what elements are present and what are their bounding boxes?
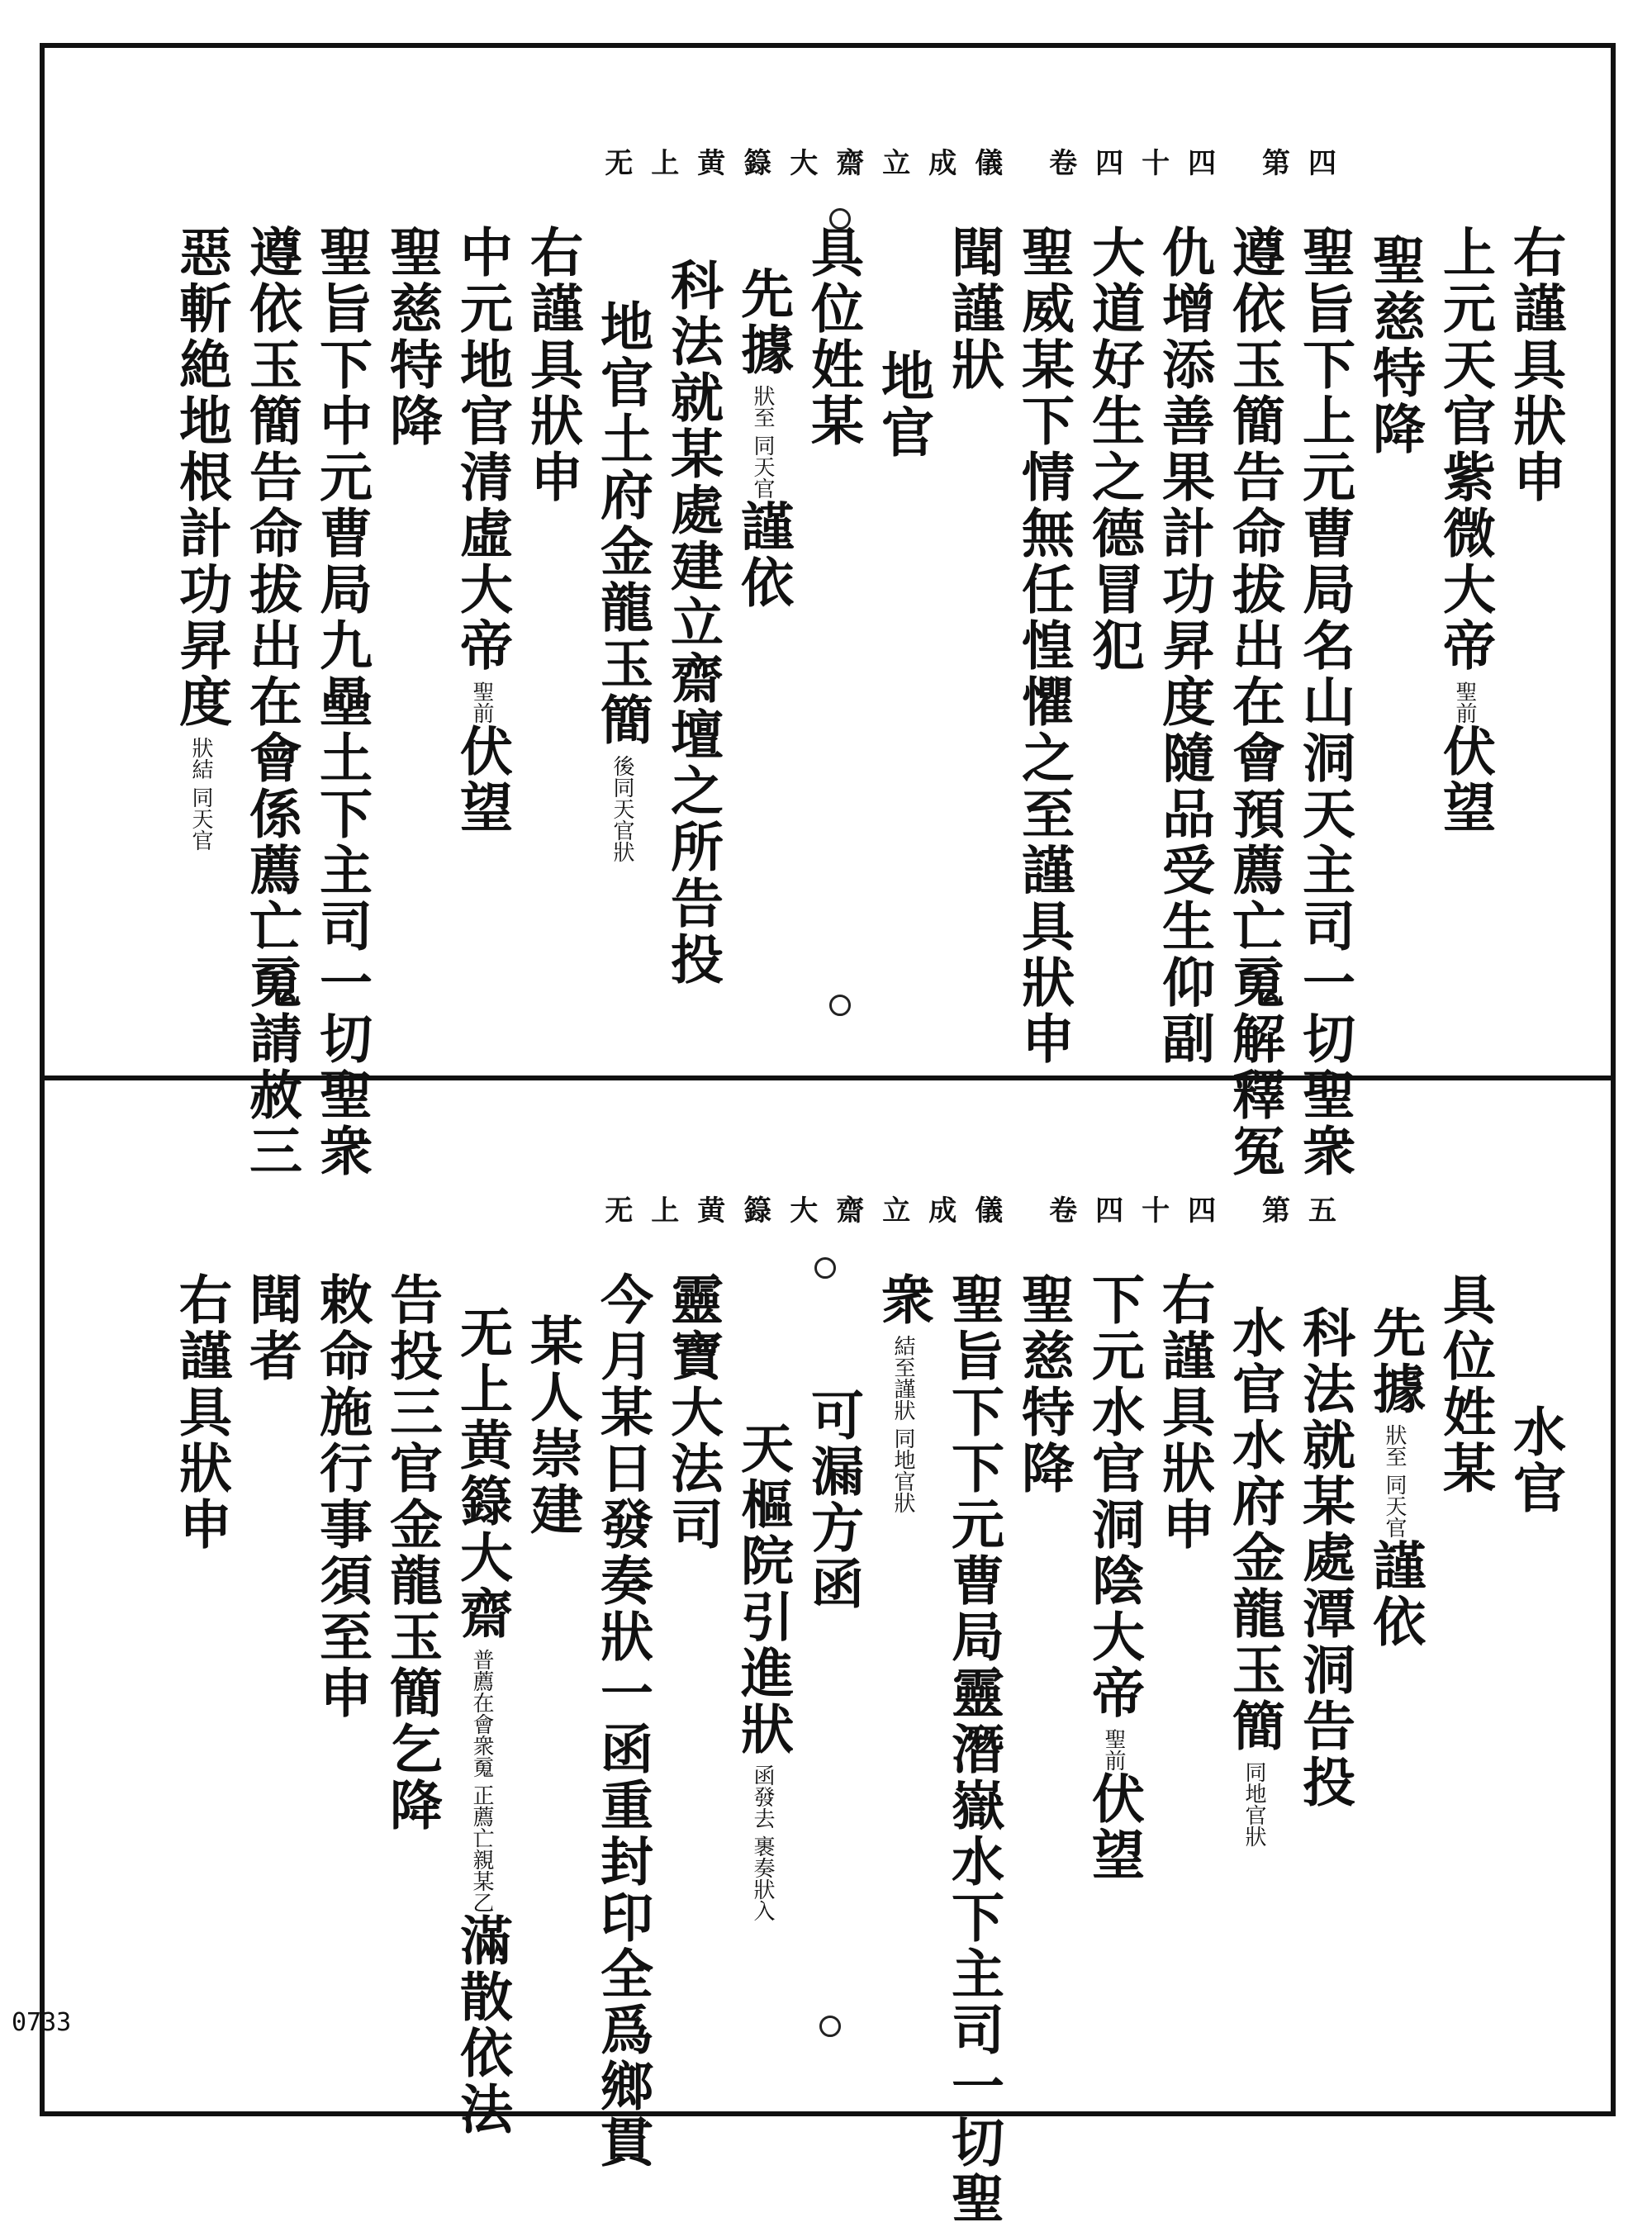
column-text: 无上黄籙大齋 bbox=[451, 1305, 513, 1642]
column-text: 科法就某處建立齋壇之所告投 bbox=[662, 258, 724, 988]
column-tail-text: 伏望 bbox=[1434, 724, 1496, 836]
text-column bbox=[170, 225, 232, 852]
text-column bbox=[311, 225, 373, 1180]
text-column bbox=[872, 349, 934, 461]
text-column bbox=[240, 1272, 302, 1384]
column-text: 先據 bbox=[1364, 1305, 1426, 1417]
column-text: 聖威某下情無任惶懼之至謹具狀申 bbox=[1013, 225, 1075, 1067]
column-text: 惡斬絶地根計功昇度 bbox=[170, 225, 232, 730]
interlinear-note: 函發去 裹奏狀入 bbox=[750, 1764, 775, 1922]
column-text: 右謹具狀申 bbox=[521, 225, 583, 506]
column-text: 具位姓某 bbox=[802, 225, 864, 449]
column-text: 聞者 bbox=[240, 1272, 302, 1384]
column-text: 科法就某處潭洞告投 bbox=[1294, 1305, 1355, 1811]
column-text: 下元水官洞陰大帝 bbox=[1083, 1272, 1145, 1721]
column-text: 聞謹狀 bbox=[942, 225, 1004, 393]
column-text: 水官水府金龍玉簡 bbox=[1223, 1305, 1285, 1755]
side-page-number: 0733 bbox=[12, 2008, 72, 2037]
column-text: 先據 bbox=[732, 266, 794, 378]
text-column bbox=[662, 258, 724, 988]
column-tail-text: 謹依 bbox=[732, 499, 794, 612]
column-text: 仇增添善果計功昇度隨品受生仰副 bbox=[1153, 225, 1215, 1067]
column-text: 右謹具狀申 bbox=[170, 1272, 232, 1553]
text-column bbox=[521, 225, 583, 506]
column-tail-text: 滿散依法 bbox=[451, 1913, 513, 2139]
interlinear-note: 結至謹狀 同地官狀 bbox=[890, 1335, 915, 1514]
column-text: 上元天官紫微大帝 bbox=[1434, 225, 1496, 674]
column-text: 地官 bbox=[872, 349, 934, 461]
column-text: 衆 bbox=[872, 1272, 934, 1328]
column-text: 中元地官清虛大帝 bbox=[451, 225, 513, 674]
column-text: 大道好生之德冒犯 bbox=[1083, 225, 1145, 674]
column-text: 遵依玉簡告命拔出在會係薦亡䰟請赦三 bbox=[240, 225, 302, 1180]
interlinear-note: 後同天官狀 bbox=[610, 755, 634, 862]
text-column bbox=[1083, 1272, 1145, 1883]
text-column bbox=[521, 1313, 583, 1538]
interlinear-note: 聖前 bbox=[1101, 1728, 1126, 1771]
text-column bbox=[1223, 225, 1285, 1180]
text-column bbox=[381, 1272, 443, 1834]
column-text: 今月某日發奏狀一函重封印全爲鄉貫 bbox=[591, 1272, 653, 2171]
text-column bbox=[942, 1272, 1004, 2227]
column-text: 某人崇建 bbox=[521, 1313, 583, 1538]
text-column bbox=[1434, 1272, 1496, 1497]
column-text: 右謹具狀申 bbox=[1504, 225, 1566, 506]
text-column bbox=[732, 266, 794, 612]
text-column bbox=[1153, 225, 1215, 1067]
interlinear-note: 狀至 同天官 bbox=[750, 385, 775, 500]
text-column bbox=[311, 1272, 373, 1721]
column-tail-text: 謹依 bbox=[1364, 1538, 1426, 1651]
text-column bbox=[240, 225, 302, 1180]
text-column bbox=[1153, 1272, 1215, 1553]
binding-hole-marker bbox=[829, 995, 851, 1016]
text-column bbox=[872, 1272, 934, 1514]
text-column bbox=[802, 1388, 864, 1612]
text-column bbox=[662, 1272, 724, 1553]
column-text: 具位姓某 bbox=[1434, 1272, 1496, 1497]
bottom-header: 无上黄籙大齋立成儀 卷四十四 第五 bbox=[605, 1194, 1355, 1227]
text-column bbox=[802, 225, 864, 449]
text-column bbox=[451, 1305, 513, 2139]
text-column bbox=[1434, 225, 1496, 836]
column-tail-text: 伏望 bbox=[1083, 1771, 1145, 1883]
text-column bbox=[451, 225, 513, 836]
column-text: 右謹具狀申 bbox=[1153, 1272, 1215, 1553]
text-column bbox=[1364, 233, 1426, 458]
text-column bbox=[1294, 225, 1355, 1180]
column-text: 聖慈特降 bbox=[381, 225, 443, 449]
column-text: 聖慈特降 bbox=[1364, 233, 1426, 458]
interlinear-note: 普薦在會衆䰟 正薦亡親某乙 bbox=[469, 1649, 494, 1914]
interlinear-note: 聖前 bbox=[1452, 681, 1477, 724]
column-text: 敕命施行事須至申 bbox=[311, 1272, 373, 1721]
text-column bbox=[942, 225, 1004, 393]
column-text: 地官土府金龍玉簡 bbox=[591, 299, 653, 748]
text-column bbox=[1013, 1272, 1075, 1497]
text-column bbox=[1364, 1305, 1426, 1651]
text-column bbox=[1013, 225, 1075, 1067]
text-column bbox=[732, 1421, 794, 1922]
text-column bbox=[1223, 1305, 1285, 1847]
column-text: 可漏 bbox=[802, 1388, 864, 1500]
interlinear-note: 同地官狀 bbox=[1241, 1761, 1266, 1847]
text-column bbox=[1504, 1404, 1566, 1517]
column-text: 聖旨下上元曹局名山洞天主司一切聖衆 bbox=[1294, 225, 1355, 1180]
column-text: 天樞院引進狀 bbox=[732, 1421, 794, 1758]
top-header: 无上黄籙大齋立成儀 卷四十四 第四 bbox=[605, 147, 1355, 180]
text-column bbox=[1504, 225, 1566, 506]
text-column bbox=[591, 299, 653, 862]
column-text: 聖旨下中元曹局九壘土下主司一切聖衆 bbox=[311, 225, 373, 1180]
interlinear-note: 狀至 同天官 bbox=[1382, 1424, 1407, 1539]
binding-hole-marker bbox=[819, 2016, 841, 2037]
text-column bbox=[381, 225, 443, 449]
text-column bbox=[170, 1272, 232, 1553]
column-text: 遵依玉簡告命拔出在會預薦亡䰟解釋冤 bbox=[1223, 225, 1285, 1180]
column-text: 聖旨下下元曹局靈潛嶽水下主司一切聖 bbox=[942, 1272, 1004, 2227]
column-tail-text: 方函 bbox=[802, 1500, 864, 1612]
column-text: 靈寶大法司 bbox=[662, 1272, 724, 1553]
binding-hole-marker bbox=[814, 1257, 836, 1279]
column-tail-text: 伏望 bbox=[451, 724, 513, 836]
text-column bbox=[1083, 225, 1145, 674]
interlinear-note: 聖前 bbox=[469, 681, 494, 724]
column-text: 聖慈特降 bbox=[1013, 1272, 1075, 1497]
column-text: 水官 bbox=[1504, 1404, 1566, 1517]
text-column bbox=[1294, 1305, 1355, 1811]
column-text: 告投三官金龍玉簡乞降 bbox=[381, 1272, 443, 1834]
text-column bbox=[591, 1272, 653, 2171]
interlinear-note: 狀結 同天官 bbox=[188, 737, 213, 852]
